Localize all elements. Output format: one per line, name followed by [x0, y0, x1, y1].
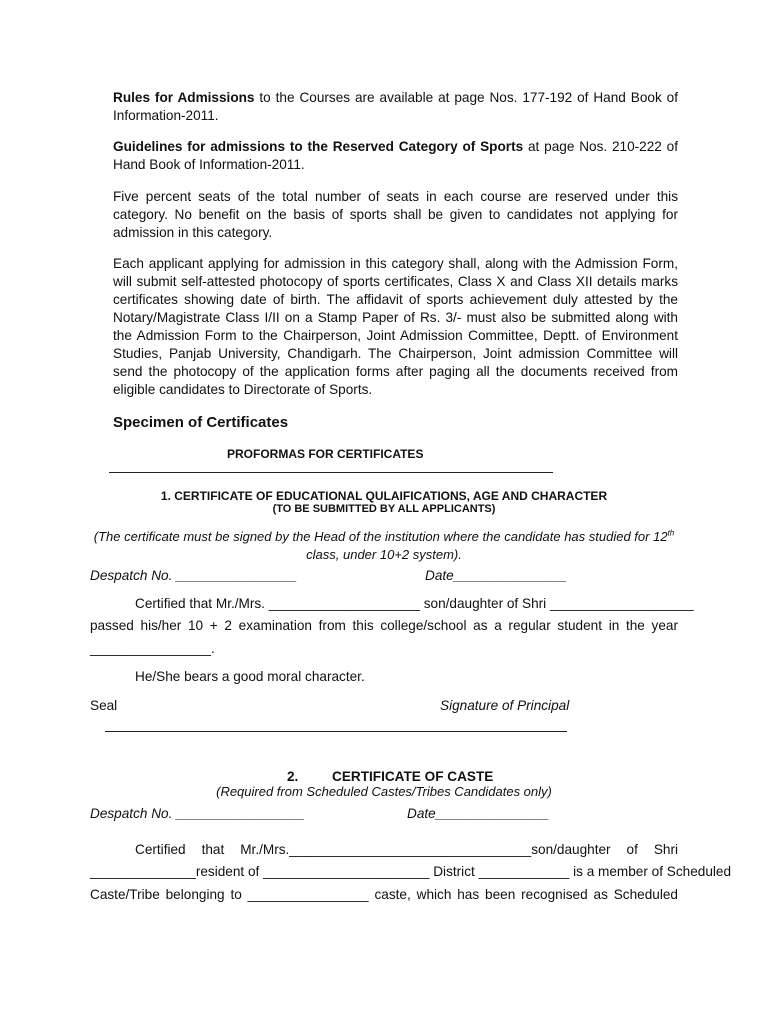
word: student [557, 618, 603, 633]
word: District [433, 864, 475, 879]
word: caste, [374, 887, 411, 902]
word: belonging [165, 887, 225, 902]
word: Certified [135, 596, 186, 611]
cert1-passed-line [90, 617, 678, 635]
word: of [248, 864, 260, 879]
cert1-seal: Seal [90, 698, 118, 713]
word: been [485, 887, 516, 902]
cert1-year-blank: ________________. [90, 641, 215, 656]
divider [105, 731, 567, 732]
cert1-moral: He/She bears a good moral character. [135, 669, 365, 684]
guidelines-paragraph [113, 138, 678, 174]
word: to [230, 887, 242, 902]
word: recognised [521, 887, 588, 902]
blank: ____________________ [268, 596, 420, 611]
rules-paragraph [113, 89, 678, 125]
blank: ______________________ [263, 864, 430, 879]
word: ______________resident [90, 864, 245, 879]
word: is [573, 864, 583, 879]
proformas-heading: PROFORMAS FOR CERTIFICATES [227, 447, 424, 461]
cert1-despatch: Despatch No. ________________ [90, 568, 298, 583]
word: examination [238, 618, 312, 633]
rules-heading: Rules for Admissions [113, 90, 255, 105]
cert2-despatch: Despatch No. _________________ [90, 806, 305, 821]
word: Shri [653, 842, 679, 857]
word: regular [508, 618, 551, 633]
word: Mr./Mrs. [215, 596, 265, 611]
cert2-line3 [90, 886, 678, 904]
word: 10 [188, 618, 204, 633]
each-applicant-paragraph: Each applicant applying for admission in this category shall, along with the Admission Form, will submit self-attested photocopy of sports certificates, Class X and Class XII details marks certificates showing date of birth. The affidavit of sports achievement duly attested by the Notary/Magistrate Class I/II on a Stamp Paper of Rs. 3/- must also be submitted along with the Admission Form to the Chairperson, Joint Admission Committee, Deptt. of Environment Studies, Panjab University, Chandigarh. The Chairperson, Joint admission Committee will send the photocopy of the application forms after paging all the documents received from eligible candidates to Directorate of Sports. [113, 256, 678, 397]
word: member [598, 864, 648, 879]
word: 2 [224, 618, 232, 633]
word: of [626, 842, 638, 857]
word: a [586, 864, 595, 879]
guidelines-heading: Guidelines for admissions to the Reserved Category of Sports [113, 139, 524, 154]
cert1-title: 1. CERTIFICATE OF EDUCATIONAL QULAIFICATIONS, AGE AND CHARACTER [160, 489, 608, 503]
word: as [593, 887, 608, 902]
cert2-line1 [135, 841, 678, 859]
word: + [209, 618, 218, 633]
word: in [608, 618, 620, 633]
word: that [189, 596, 213, 611]
blank: ___________________ [549, 596, 694, 611]
word: Mr./Mrs.________________________________son/daughter [240, 842, 611, 857]
word: passed [90, 618, 134, 633]
cert2-line2 [90, 863, 732, 881]
word: Shri [522, 596, 547, 611]
word: year [651, 618, 678, 633]
word: Scheduled [666, 864, 732, 879]
word: college/school [380, 618, 467, 633]
cert2-number: 2. [287, 769, 299, 784]
divider [109, 472, 553, 473]
guidelines-text: at page Nos. 210-222 of Hand Book of Information-2011. [113, 139, 679, 172]
word: from [318, 618, 346, 633]
word: his/her [140, 618, 182, 633]
cert1-note-sup: th [667, 528, 675, 538]
five-percent-paragraph: Five percent seats of the total number of seats in each course are reserved under this category. No benefit on the basis of sports shall be given to candidates not applying for admission in this category. [113, 189, 678, 240]
specimen-heading: Specimen of Certificates [113, 414, 289, 431]
word: has [457, 887, 480, 902]
blank: ____________ [478, 864, 570, 879]
cert2-date: Date_______________ [407, 806, 550, 821]
cert2-title: CERTIFICATE OF CASTE [332, 769, 494, 784]
word: son/daughter [423, 596, 504, 611]
cert1-date: Date_______________ [425, 568, 568, 583]
word: this [352, 618, 374, 633]
word: Certified [135, 842, 186, 857]
cert1-note [90, 528, 678, 564]
cert1-signature: Signature of Principal [440, 698, 570, 713]
word: as [473, 618, 488, 633]
word: a [494, 618, 502, 633]
cert1-certified-line [135, 595, 694, 613]
word: Scheduled [613, 887, 678, 902]
word: Caste/Tribe [90, 887, 160, 902]
word: of [651, 864, 664, 879]
word: which [416, 887, 452, 902]
rules-text: to the Courses are available at page Nos. 177-192 of Hand Book of Information-2011. [113, 90, 678, 123]
cert2-subtitle: (Required from Scheduled Castes/Tribes Candidates only) [216, 784, 552, 799]
cert1-note-text-2: class, under 10+2 system). [306, 547, 462, 562]
word: that [201, 842, 225, 857]
blank: ________________ [247, 887, 369, 902]
word: the [625, 618, 645, 633]
cert1-subtitle: (TO BE SUBMITTED BY ALL APPLICANTS) [272, 503, 496, 515]
cert1-note-text: (The certificate must be signed by the Head of the institution where the candidate has studied for 12 [93, 529, 668, 544]
word: of [506, 596, 519, 611]
